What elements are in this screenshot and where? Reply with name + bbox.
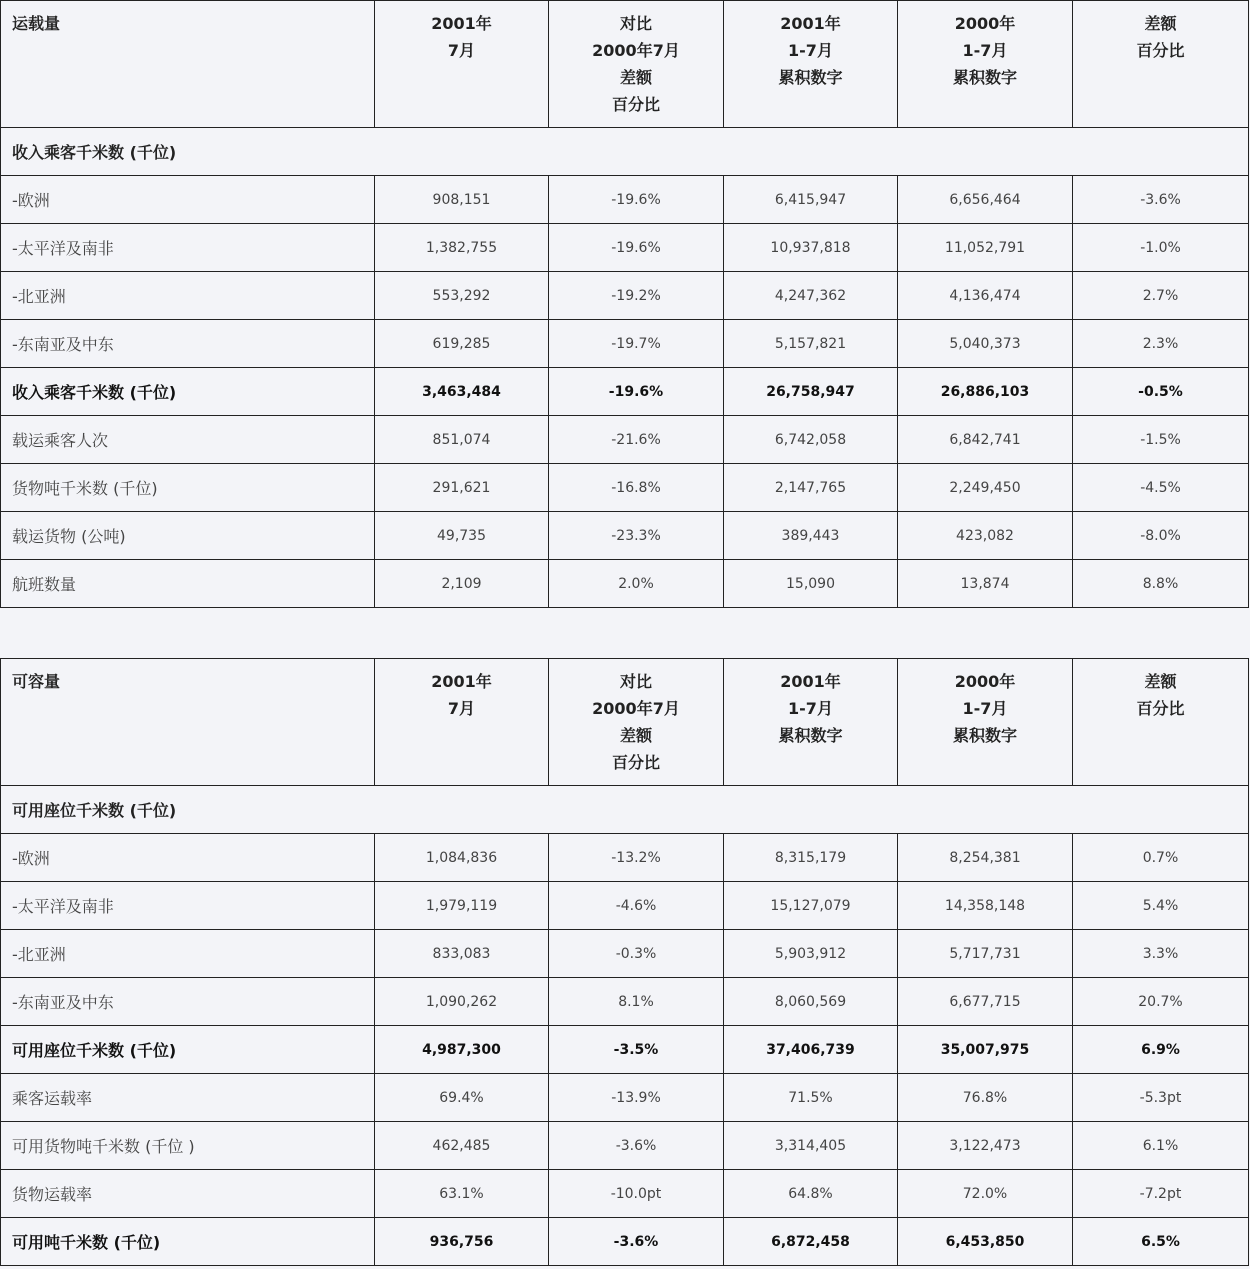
cell-value: 423,082	[898, 512, 1073, 560]
cell-value: 8.1%	[549, 978, 724, 1026]
cell-value: -0.3%	[549, 930, 724, 978]
cell-value: -5.3pt	[1073, 1074, 1249, 1122]
cell-value: 20.7%	[1073, 978, 1249, 1026]
table-row	[1, 930, 1249, 978]
cell-value: -3.6%	[549, 1122, 724, 1170]
row-label: -欧洲	[1, 834, 375, 882]
cell-value: -10.0pt	[549, 1170, 724, 1218]
column-header: 对比 2000年7月 差额 百分比	[549, 1, 724, 128]
row-label: 航班数量	[1, 560, 375, 608]
table-row	[1, 882, 1249, 930]
row-label: 收入乘客千米数 (千位)	[1, 368, 375, 416]
cell-value: -13.9%	[549, 1074, 724, 1122]
cell-value: 0.7%	[1073, 834, 1249, 882]
cell-value: 6,677,715	[898, 978, 1073, 1026]
section-title: 收入乘客千米数 (千位)	[1, 128, 1249, 176]
cell-value: -3.6%	[549, 1218, 724, 1266]
cell-value: 833,083	[375, 930, 549, 978]
column-header: 2001年 1-7月 累积数字	[724, 659, 898, 786]
table-title: 运载量	[1, 1, 375, 128]
row-label: 货物运载率	[1, 1170, 375, 1218]
table-row	[1, 224, 1249, 272]
cell-value: 1,979,119	[375, 882, 549, 930]
column-header: 差额 百分比	[1073, 659, 1249, 786]
cell-value: 5,040,373	[898, 320, 1073, 368]
cell-value: 389,443	[724, 512, 898, 560]
cell-value: -4.5%	[1073, 464, 1249, 512]
cell-value: -23.3%	[549, 512, 724, 560]
table-row	[1, 978, 1249, 1026]
cell-value: 5,717,731	[898, 930, 1073, 978]
row-label: 货物吨千米数 (千位)	[1, 464, 375, 512]
table-row	[1, 416, 1249, 464]
table-row	[1, 1026, 1249, 1074]
cell-value: 6,842,741	[898, 416, 1073, 464]
table-row	[1, 560, 1249, 608]
capacity-table	[0, 658, 1249, 1266]
cell-value: -19.6%	[549, 368, 724, 416]
cell-value: 5,903,912	[724, 930, 898, 978]
cell-value: 553,292	[375, 272, 549, 320]
table-row	[1, 368, 1249, 416]
cell-value: 1,084,836	[375, 834, 549, 882]
section-row	[1, 128, 1249, 176]
cell-value: 71.5%	[724, 1074, 898, 1122]
cell-value: 3,314,405	[724, 1122, 898, 1170]
cell-value: 49,735	[375, 512, 549, 560]
cell-value: 14,358,148	[898, 882, 1073, 930]
column-header: 2000年 1-7月 累积数字	[898, 1, 1073, 128]
cell-value: 3.3%	[1073, 930, 1249, 978]
cell-value: 64.8%	[724, 1170, 898, 1218]
cell-value: -13.2%	[549, 834, 724, 882]
row-label: -北亚洲	[1, 930, 375, 978]
cell-value: 35,007,975	[898, 1026, 1073, 1074]
cell-value: 4,987,300	[375, 1026, 549, 1074]
table-row	[1, 834, 1249, 882]
row-label: -东南亚及中东	[1, 320, 375, 368]
row-label: -东南亚及中东	[1, 978, 375, 1026]
cell-value: 1,382,755	[375, 224, 549, 272]
cell-value: 8,315,179	[724, 834, 898, 882]
cell-value: -8.0%	[1073, 512, 1249, 560]
cell-value: -19.7%	[549, 320, 724, 368]
cell-value: 2.3%	[1073, 320, 1249, 368]
table-row	[1, 272, 1249, 320]
row-label: -北亚洲	[1, 272, 375, 320]
row-label: 可用座位千米数 (千位)	[1, 1026, 375, 1074]
row-label: 可用货物吨千米数 (千位 )	[1, 1122, 375, 1170]
table-row	[1, 1122, 1249, 1170]
cell-value: 2,109	[375, 560, 549, 608]
cell-value: 5,157,821	[724, 320, 898, 368]
row-label: 载运乘客人次	[1, 416, 375, 464]
cell-value: 4,136,474	[898, 272, 1073, 320]
row-label: -太平洋及南非	[1, 882, 375, 930]
cell-value: 4,247,362	[724, 272, 898, 320]
cell-value: -3.6%	[1073, 176, 1249, 224]
table-row	[1, 512, 1249, 560]
traffic-table	[0, 0, 1249, 608]
cell-value: -4.6%	[549, 882, 724, 930]
cell-value: 6,872,458	[724, 1218, 898, 1266]
column-header: 2001年 7月	[375, 659, 549, 786]
cell-value: 6.1%	[1073, 1122, 1249, 1170]
column-header: 2000年 1-7月 累积数字	[898, 659, 1073, 786]
cell-value: 851,074	[375, 416, 549, 464]
table-row	[1, 1218, 1249, 1266]
row-label: 乘客运载率	[1, 1074, 375, 1122]
cell-value: -1.0%	[1073, 224, 1249, 272]
column-header: 2001年 7月	[375, 1, 549, 128]
cell-value: 8,060,569	[724, 978, 898, 1026]
cell-value: 462,485	[375, 1122, 549, 1170]
cell-value: 26,758,947	[724, 368, 898, 416]
table-title: 可容量	[1, 659, 375, 786]
cell-value: 63.1%	[375, 1170, 549, 1218]
cell-value: -19.6%	[549, 176, 724, 224]
cell-value: 3,463,484	[375, 368, 549, 416]
cell-value: 2,249,450	[898, 464, 1073, 512]
cell-value: -16.8%	[549, 464, 724, 512]
cell-value: 72.0%	[898, 1170, 1073, 1218]
cell-value: -21.6%	[549, 416, 724, 464]
cell-value: 936,756	[375, 1218, 549, 1266]
cell-value: 6.9%	[1073, 1026, 1249, 1074]
column-header: 2001年 1-7月 累积数字	[724, 1, 898, 128]
section-title: 可用座位千米数 (千位)	[1, 786, 1249, 834]
table-row	[1, 320, 1249, 368]
cell-value: -3.5%	[549, 1026, 724, 1074]
cell-value: -19.6%	[549, 224, 724, 272]
cell-value: 5.4%	[1073, 882, 1249, 930]
cell-value: 69.4%	[375, 1074, 549, 1122]
cell-value: 2,147,765	[724, 464, 898, 512]
column-header: 差额 百分比	[1073, 1, 1249, 128]
table-row	[1, 464, 1249, 512]
table-row	[1, 176, 1249, 224]
cell-value: 76.8%	[898, 1074, 1073, 1122]
section-row	[1, 786, 1249, 834]
cell-value: 11,052,791	[898, 224, 1073, 272]
cell-value: 908,151	[375, 176, 549, 224]
cell-value: 6,453,850	[898, 1218, 1073, 1266]
cell-value: 2.0%	[549, 560, 724, 608]
cell-value: 6,656,464	[898, 176, 1073, 224]
cell-value: 1,090,262	[375, 978, 549, 1026]
cell-value: 6,742,058	[724, 416, 898, 464]
row-label: 载运货物 (公吨)	[1, 512, 375, 560]
table-row	[1, 1074, 1249, 1122]
cell-value: 10,937,818	[724, 224, 898, 272]
row-label: 可用吨千米数 (千位)	[1, 1218, 375, 1266]
cell-value: 3,122,473	[898, 1122, 1073, 1170]
cell-value: 291,621	[375, 464, 549, 512]
row-label: -欧洲	[1, 176, 375, 224]
cell-value: 619,285	[375, 320, 549, 368]
cell-value: 6.5%	[1073, 1218, 1249, 1266]
cell-value: -19.2%	[549, 272, 724, 320]
cell-value: -7.2pt	[1073, 1170, 1249, 1218]
header-row	[1, 659, 1249, 786]
cell-value: -1.5%	[1073, 416, 1249, 464]
cell-value: 26,886,103	[898, 368, 1073, 416]
cell-value: -0.5%	[1073, 368, 1249, 416]
cell-value: 15,090	[724, 560, 898, 608]
cell-value: 15,127,079	[724, 882, 898, 930]
table-row	[1, 1170, 1249, 1218]
column-header: 对比 2000年7月 差额 百分比	[549, 659, 724, 786]
cell-value: 37,406,739	[724, 1026, 898, 1074]
cell-value: 13,874	[898, 560, 1073, 608]
header-row	[1, 1, 1249, 128]
cell-value: 6,415,947	[724, 176, 898, 224]
cell-value: 8,254,381	[898, 834, 1073, 882]
cell-value: 8.8%	[1073, 560, 1249, 608]
row-label: -太平洋及南非	[1, 224, 375, 272]
cell-value: 2.7%	[1073, 272, 1249, 320]
